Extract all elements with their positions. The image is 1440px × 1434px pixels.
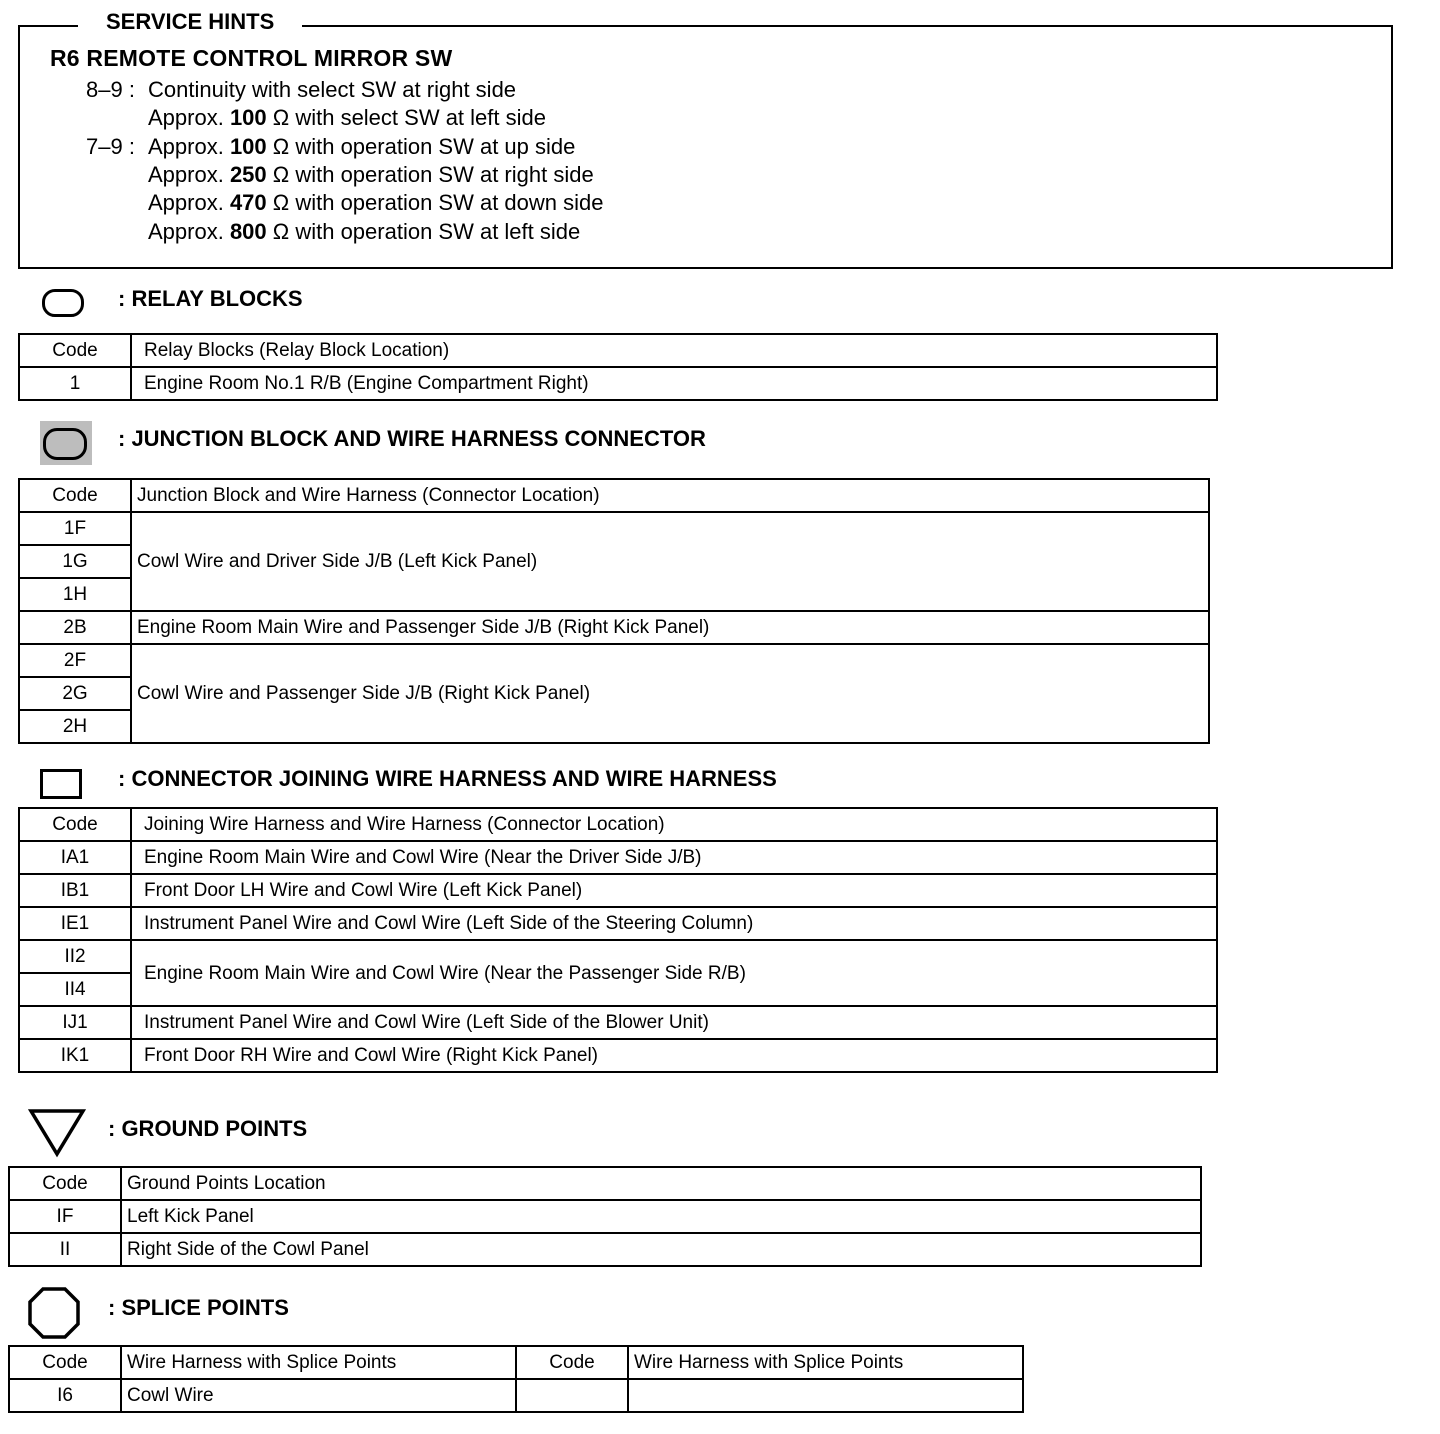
hint-pin-label: 7–9 : bbox=[86, 134, 135, 159]
hint-line: Approx. 800 Ω with operation SW at left side bbox=[148, 219, 581, 244]
table-row bbox=[19, 940, 1217, 973]
code-cell: I6 bbox=[9, 1379, 121, 1412]
code-cell: 1F bbox=[19, 512, 131, 545]
table-header-row bbox=[9, 1167, 1201, 1200]
table-header-row bbox=[19, 334, 1217, 367]
desc-cell: Engine Room Main Wire and Cowl Wire (Near the Passenger Side R/B) bbox=[131, 940, 1217, 1006]
table-row bbox=[19, 367, 1217, 400]
desc-header: Wire Harness with Splice Points bbox=[121, 1346, 516, 1379]
hint-line: Approx. 470 Ω with operation SW at down side bbox=[148, 190, 604, 215]
code-cell: II4 bbox=[19, 973, 131, 1006]
code-cell: IA1 bbox=[19, 841, 131, 874]
code-cell: 1G bbox=[19, 545, 131, 578]
splice-points-heading: : SPLICE POINTS bbox=[108, 1295, 289, 1320]
ground-points-table bbox=[8, 1166, 1202, 1267]
code-cell: 2B bbox=[19, 611, 131, 644]
code-header: Code bbox=[19, 334, 131, 367]
desc-cell: Front Door RH Wire and Cowl Wire (Right Kick Panel) bbox=[131, 1039, 1217, 1072]
table-row bbox=[9, 1233, 1201, 1266]
table-row bbox=[9, 1379, 1023, 1412]
relay-block-symbol-icon bbox=[42, 289, 84, 317]
desc-header: Joining Wire Harness and Wire Harness (Connector Location) bbox=[131, 808, 1217, 841]
code-cell: IB1 bbox=[19, 874, 131, 907]
table-row bbox=[19, 1039, 1217, 1072]
code-cell: IK1 bbox=[19, 1039, 131, 1072]
code-cell: II2 bbox=[19, 940, 131, 973]
desc-cell: Engine Room Main Wire and Passenger Side J/B (Right Kick Panel) bbox=[131, 611, 1209, 644]
code-header: Code bbox=[19, 479, 131, 512]
desc-header: Relay Blocks (Relay Block Location) bbox=[131, 334, 1217, 367]
ground-points-heading: : GROUND POINTS bbox=[108, 1116, 308, 1141]
service-hints-title: R6 REMOTE CONTROL MIRROR SW bbox=[50, 45, 453, 71]
desc-cell bbox=[628, 1379, 1023, 1412]
code-cell: 1H bbox=[19, 578, 131, 611]
desc-cell: Instrument Panel Wire and Cowl Wire (Left Side of the Steering Column) bbox=[131, 907, 1217, 940]
code-cell: IE1 bbox=[19, 907, 131, 940]
code-header: Code bbox=[516, 1346, 628, 1379]
desc-cell: Engine Room Main Wire and Cowl Wire (Near the Driver Side J/B) bbox=[131, 841, 1217, 874]
connector-heading: : CONNECTOR JOINING WIRE HARNESS AND WIRE HARNESS bbox=[118, 766, 777, 791]
connector-table bbox=[18, 807, 1218, 1073]
code-header: Code bbox=[9, 1346, 121, 1379]
desc-cell: Instrument Panel Wire and Cowl Wire (Left Side of the Blower Unit) bbox=[131, 1006, 1217, 1039]
hint-line: Approx. 250 Ω with operation SW at right side bbox=[148, 162, 594, 187]
table-row bbox=[19, 874, 1217, 907]
code-cell: 2G bbox=[19, 677, 131, 710]
table-row bbox=[19, 1006, 1217, 1039]
table-row bbox=[19, 907, 1217, 940]
service-hints-legend: SERVICE HINTS bbox=[78, 8, 302, 36]
code-cell: 1 bbox=[19, 367, 131, 400]
table-row bbox=[19, 841, 1217, 874]
desc-cell: Front Door LH Wire and Cowl Wire (Left Kick Panel) bbox=[131, 874, 1217, 907]
junction-block-heading: : JUNCTION BLOCK AND WIRE HARNESS CONNECTOR bbox=[118, 426, 706, 451]
hint-line: Continuity with select SW at right side bbox=[148, 77, 517, 102]
splice-point-symbol-icon bbox=[27, 1286, 81, 1340]
relay-blocks-table bbox=[18, 333, 1218, 401]
table-row bbox=[19, 611, 1209, 644]
desc-cell: Cowl Wire bbox=[121, 1379, 516, 1412]
desc-cell: Left Kick Panel bbox=[121, 1200, 1201, 1233]
splice-points-table bbox=[8, 1345, 1024, 1413]
code-header: Code bbox=[19, 808, 131, 841]
desc-cell: Engine Room No.1 R/B (Engine Compartment Right) bbox=[131, 367, 1217, 400]
table-row bbox=[19, 644, 1209, 677]
code-cell: 2H bbox=[19, 710, 131, 743]
desc-header: Junction Block and Wire Harness (Connector Location) bbox=[131, 479, 1209, 512]
ground-point-symbol-icon bbox=[28, 1106, 86, 1158]
table-header-row bbox=[19, 479, 1209, 512]
code-cell: IJ1 bbox=[19, 1006, 131, 1039]
junction-block-symbol-icon bbox=[43, 428, 87, 460]
relay-blocks-heading: : RELAY BLOCKS bbox=[118, 286, 303, 311]
connector-symbol-icon bbox=[40, 769, 82, 799]
code-cell bbox=[516, 1379, 628, 1412]
table-header-row bbox=[19, 808, 1217, 841]
code-cell: IF bbox=[9, 1200, 121, 1233]
hint-line: Approx. 100 Ω with operation SW at up side bbox=[148, 134, 576, 159]
desc-cell: Cowl Wire and Passenger Side J/B (Right Kick Panel) bbox=[131, 644, 1209, 743]
table-row bbox=[19, 512, 1209, 545]
desc-header: Wire Harness with Splice Points bbox=[628, 1346, 1023, 1379]
code-cell: II bbox=[9, 1233, 121, 1266]
table-header-row bbox=[9, 1346, 1023, 1379]
desc-cell: Cowl Wire and Driver Side J/B (Left Kick Panel) bbox=[131, 512, 1209, 611]
hint-pin-label: 8–9 : bbox=[86, 77, 135, 102]
code-cell: 2F bbox=[19, 644, 131, 677]
junction-block-table bbox=[18, 478, 1210, 744]
table-row bbox=[9, 1200, 1201, 1233]
desc-header: Ground Points Location bbox=[121, 1167, 1201, 1200]
code-header: Code bbox=[9, 1167, 121, 1200]
desc-cell: Right Side of the Cowl Panel bbox=[121, 1233, 1201, 1266]
hint-line: Approx. 100 Ω with select SW at left side bbox=[148, 105, 546, 130]
